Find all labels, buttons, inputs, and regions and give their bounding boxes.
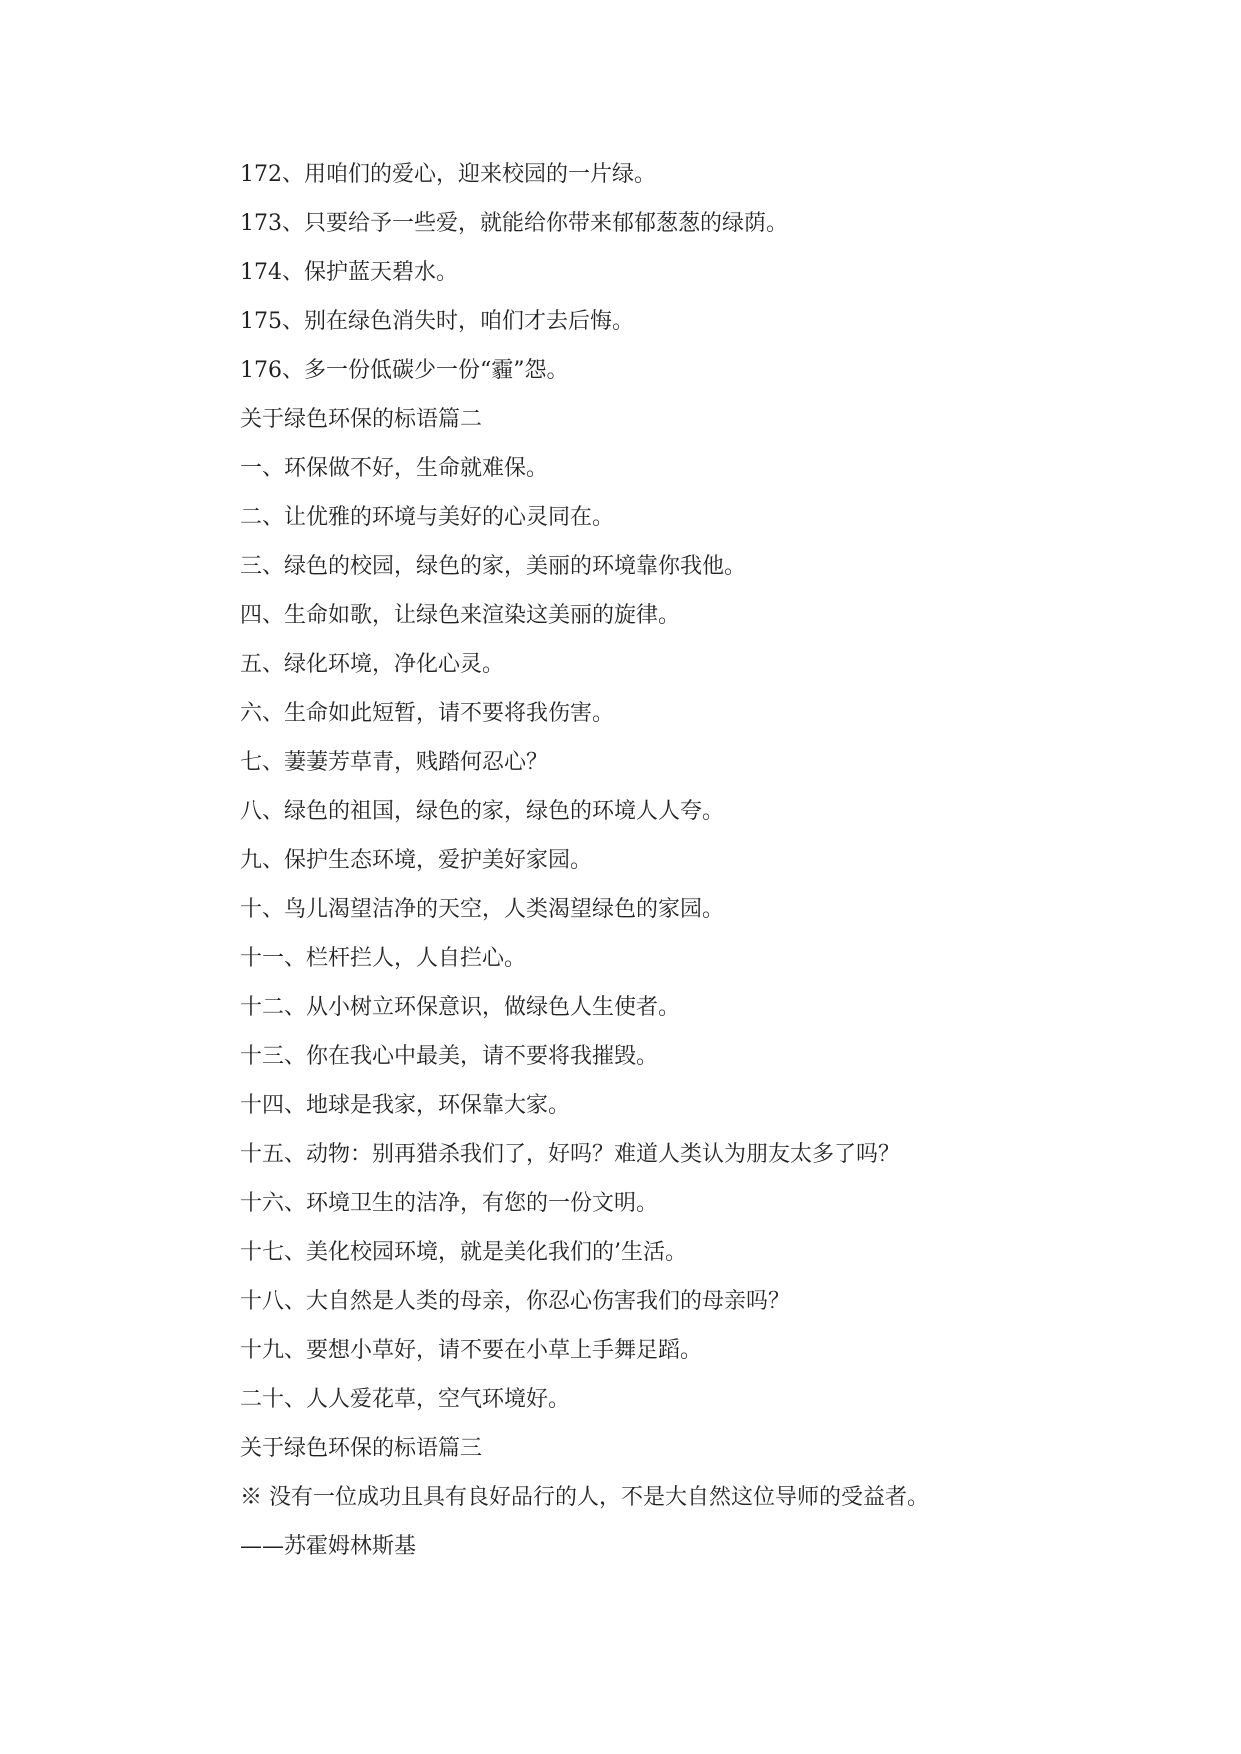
slogan-12: 十二、从小树立环保意识，做绿色人生使者。 (240, 995, 681, 1020)
slogan-17: 十七、美化校园环境，就是美化我们的’生活。 (240, 1240, 687, 1265)
slogan-11: 十一、栏杆拦人，人自拦心。 (240, 946, 527, 971)
slogan-173: 173、只要给予一些爱，就能给你带来郁郁葱葱的绿荫。 (240, 211, 788, 236)
slogan-7: 七、萋萋芳草青，贱踏何忍心？ (240, 750, 549, 775)
slogan-3: 三、绿色的校园，绿色的家，美丽的环境靠你我他。 (240, 554, 747, 579)
section-heading-part-three: 关于绿色环保的标语篇三 (240, 1436, 483, 1461)
slogan-20: 二十、人人爱花草，空气环境好。 (240, 1387, 571, 1412)
slogan-176: 176、多一份低碳少一份“霾”怨。 (240, 358, 569, 383)
slogan-8: 八、绿色的祖国，绿色的家，绿色的环境人人夸。 (240, 799, 725, 824)
slogan-1: 一、环保做不好，生命就难保。 (240, 456, 549, 481)
slogan-5: 五、绿化环境，净化心灵。 (240, 652, 505, 677)
document-body (240, 150, 1040, 1571)
quote-text: ※ 没有一位成功且具有良好品行的人，不是大自然这位导师的受益者。 (240, 1485, 929, 1510)
section-heading-part-two: 关于绿色环保的标语篇二 (240, 407, 483, 432)
slogan-14: 十四、地球是我家，环保靠大家。 (240, 1093, 571, 1118)
slogan-175: 175、别在绿色消失时，咱们才去后悔。 (240, 309, 634, 334)
quote-attribution: ——苏霍姆林斯基 (240, 1534, 417, 1559)
slogan-10: 十、鸟儿渴望洁净的天空，人类渴望绿色的家园。 (240, 897, 725, 922)
slogan-16: 十六、环境卫生的洁净，有您的一份文明。 (240, 1191, 659, 1216)
slogan-15: 十五、动物：别再猎杀我们了，好吗？难道人类认为朋友太多了吗？ (240, 1142, 901, 1167)
slogan-172: 172、用咱们的爱心，迎来校园的一片绿。 (240, 162, 656, 187)
slogan-13: 十三、你在我心中最美，请不要将我摧毁。 (240, 1044, 659, 1069)
slogan-4: 四、生命如歌，让绿色来渲染这美丽的旋律。 (240, 603, 681, 628)
slogan-19: 十九、要想小草好，请不要在小草上手舞足蹈。 (240, 1338, 703, 1363)
slogan-18: 十八、大自然是人类的母亲，你忍心伤害我们的母亲吗？ (240, 1289, 791, 1314)
slogan-174: 174、保护蓝天碧水。 (240, 260, 458, 285)
slogan-2: 二、让优雅的环境与美好的心灵同在。 (240, 505, 615, 530)
slogan-6: 六、生命如此短暂，请不要将我伤害。 (240, 701, 615, 726)
slogan-9: 九、保护生态环境，爱护美好家园。 (240, 848, 593, 873)
